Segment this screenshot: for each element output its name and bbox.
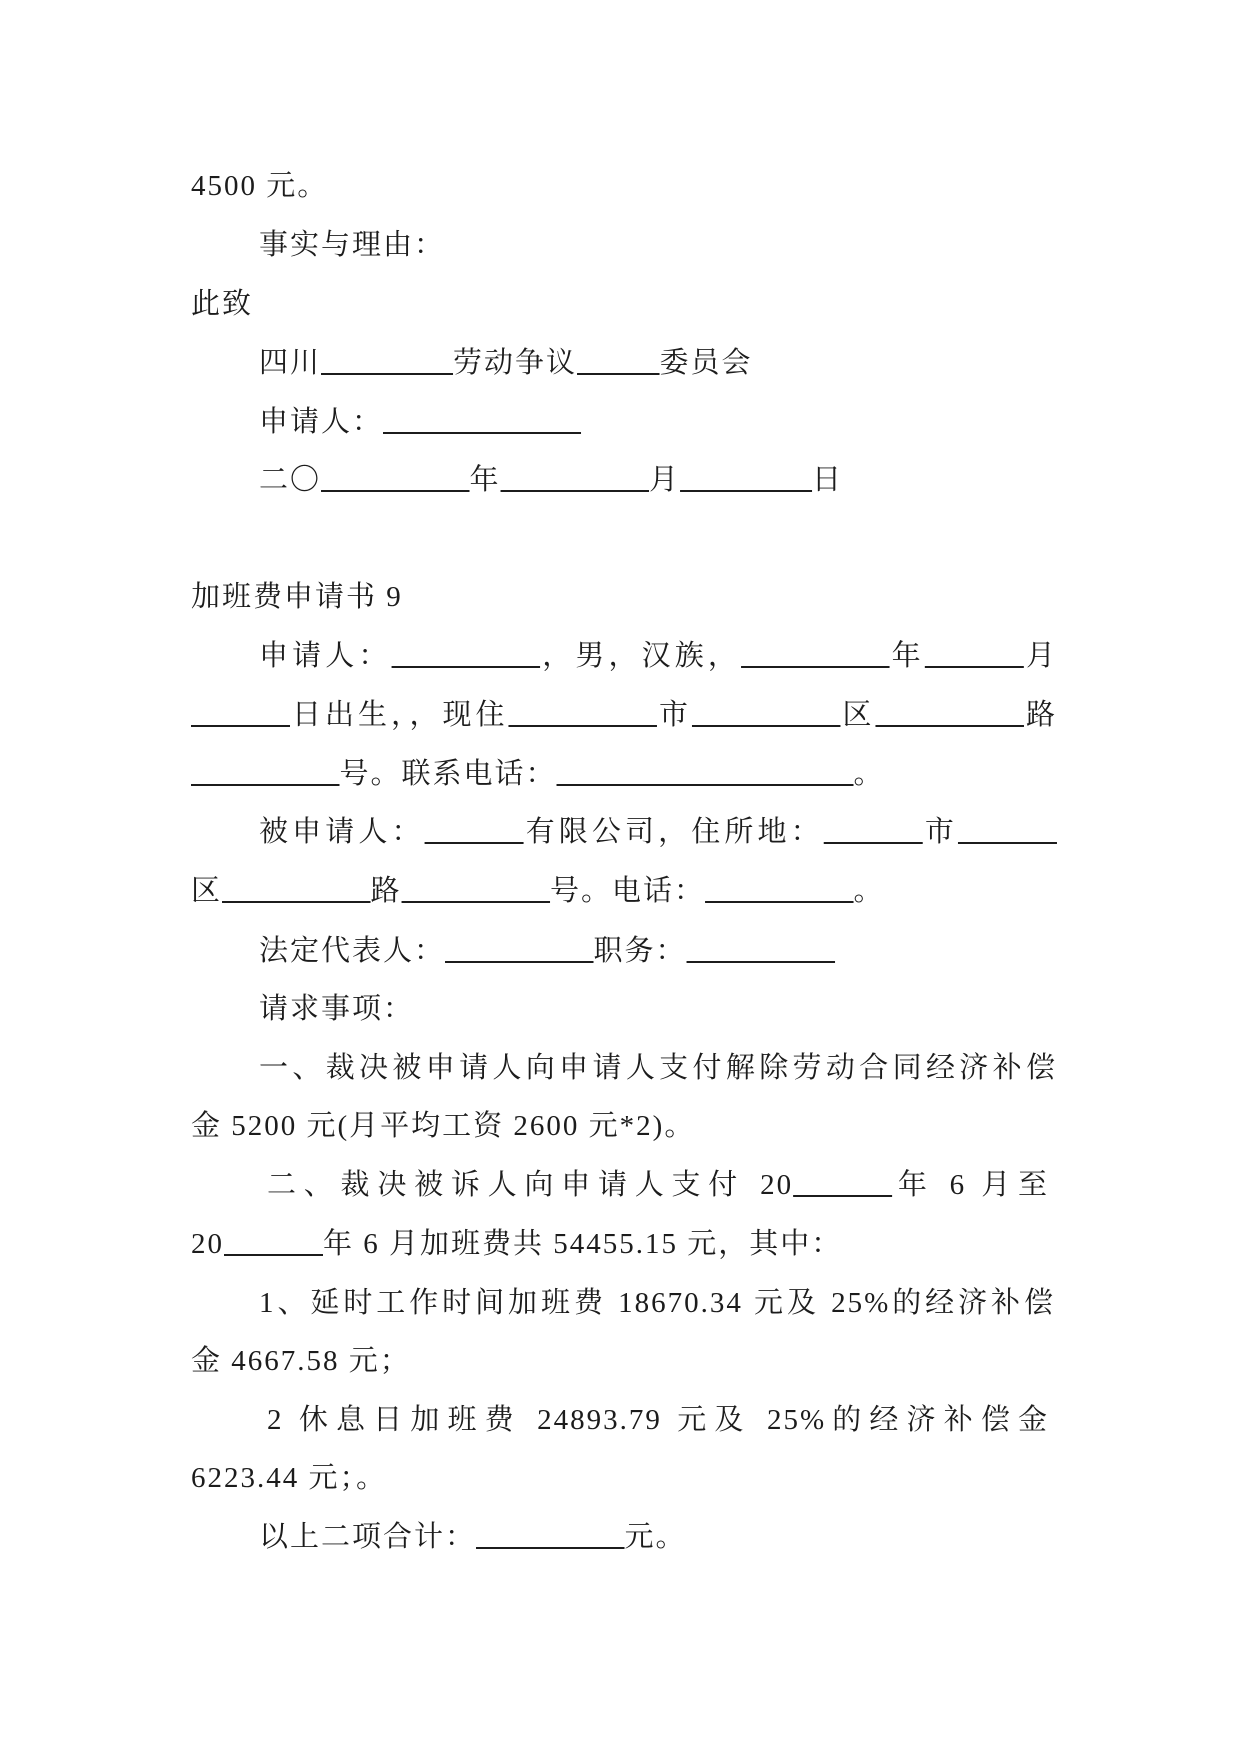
- claim-1-line-1: 一、裁决被申请人向申请人支付解除劳动合同经济补偿: [259, 1052, 1057, 1084]
- year-label: 年: [469, 464, 501, 496]
- respondent-number-blank: [402, 875, 551, 907]
- legal-representative-line: [259, 931, 1057, 971]
- legal-rep-label: 法定代表人：: [259, 935, 446, 967]
- respondent-info-line-2: [191, 871, 1057, 911]
- respondent-city-blank: [824, 816, 923, 848]
- road-label: 路: [1023, 699, 1057, 731]
- end-year-blank: [224, 1228, 323, 1260]
- addressee-city-blank: [321, 347, 453, 379]
- claim-2-text: 年 6 月加班费共 54455.15 元，其中：: [323, 1228, 843, 1260]
- applicant-signature-line: [259, 402, 1057, 442]
- district-blank: [692, 699, 841, 731]
- city-label: 市: [656, 699, 692, 731]
- position-label: 职务：: [593, 935, 687, 967]
- date-line: [259, 460, 1057, 500]
- day-label: 日: [812, 464, 844, 496]
- company-address-label: 有限公司，住所地：: [523, 816, 824, 848]
- respondent-phone-blank: [705, 875, 854, 907]
- phone-label: 号。联系电话：: [339, 758, 557, 790]
- addressee-province: 四川: [259, 347, 322, 379]
- date-prefix: 二〇: [259, 464, 322, 496]
- applicant-name-blank: [392, 640, 541, 672]
- claim-1-line-2: 金 5200 元(月平均工资 2600 元*2)。: [191, 1110, 696, 1142]
- respondent-label: 被申请人：: [259, 816, 425, 848]
- addressee-committee: 委员会: [659, 347, 753, 379]
- claim-2-line-2: [191, 1224, 1057, 1264]
- claim-2-item-2-line-1: 2 休息日加班费 24893.79 元及 25%的经济补偿金: [267, 1404, 1049, 1436]
- applicant-label: 申请人：: [259, 640, 392, 672]
- applicant-info-line-3: [191, 754, 1057, 794]
- claim-2-text: 年 6 月至: [892, 1169, 1049, 1201]
- addressee-text: 劳动争议: [453, 347, 578, 379]
- birth-month-blank: [925, 640, 1024, 672]
- date-year-blank: [321, 464, 470, 496]
- claim-2-item-2-line-2: 6223.44 元；。: [191, 1462, 388, 1494]
- claim-2-text: 二、裁决被诉人向申请人支付 20: [267, 1169, 794, 1201]
- applicant-info-line-2: [191, 695, 1057, 735]
- currency-label: 元。: [624, 1521, 687, 1553]
- total-label: 以上二项合计：: [259, 1521, 477, 1553]
- claim-2-text: 20: [191, 1228, 224, 1260]
- period-mark: 。: [853, 758, 885, 790]
- addressee-area-blank: [577, 347, 660, 379]
- year-label: 年: [889, 640, 925, 672]
- birth-year-blank: [741, 640, 890, 672]
- phone-blank: [557, 758, 854, 790]
- company-name-blank: [425, 816, 524, 848]
- claim-2-line-1: [267, 1165, 1049, 1205]
- date-month-blank: [501, 464, 650, 496]
- birth-residence-text: 日出生，，现住: [290, 699, 509, 731]
- document-title: 加班费申请书 9: [191, 581, 403, 613]
- amount-tail-line: 4500 元。: [191, 170, 329, 202]
- road-blank: [875, 699, 1024, 731]
- total-amount-blank: [476, 1521, 625, 1553]
- total-line: [259, 1517, 1057, 1557]
- claim-2-item-1-line-1: 1、延时工作时间加班费 18670.34 元及 25%的经济补偿: [259, 1287, 1055, 1319]
- birth-day-blank: [191, 699, 290, 731]
- position-blank: [687, 935, 836, 967]
- phone-label: 号。电话：: [550, 875, 706, 907]
- addressee-line: [259, 343, 1057, 383]
- respondent-district-blank: [958, 816, 1057, 848]
- applicant-info-line-1: [259, 636, 1057, 676]
- city-blank: [508, 699, 657, 731]
- month-label: 月: [649, 464, 681, 496]
- respondent-info-line-1: [259, 812, 1057, 852]
- signature-label: 申请人：: [259, 406, 384, 438]
- gender-ethnicity-text: ，男，汉族，: [540, 640, 742, 672]
- date-day-blank: [680, 464, 812, 496]
- legal-rep-name-blank: [445, 935, 594, 967]
- road-label: 路: [370, 875, 402, 907]
- facts-heading: 事实与理由：: [259, 229, 446, 261]
- district-label: 区: [191, 875, 223, 907]
- claims-heading: 请求事项：: [259, 993, 415, 1025]
- respondent-road-blank: [222, 875, 371, 907]
- signature-blank: [383, 406, 581, 438]
- claim-2-item-1-line-2: 金 4667.58 元；: [191, 1345, 411, 1377]
- period-mark: 。: [853, 875, 885, 907]
- month-label: 月: [1023, 640, 1057, 672]
- house-number-blank: [191, 758, 340, 790]
- city-label: 市: [922, 816, 958, 848]
- district-label: 区: [840, 699, 876, 731]
- start-year-blank: [793, 1169, 892, 1201]
- salutation: 此致: [191, 288, 254, 320]
